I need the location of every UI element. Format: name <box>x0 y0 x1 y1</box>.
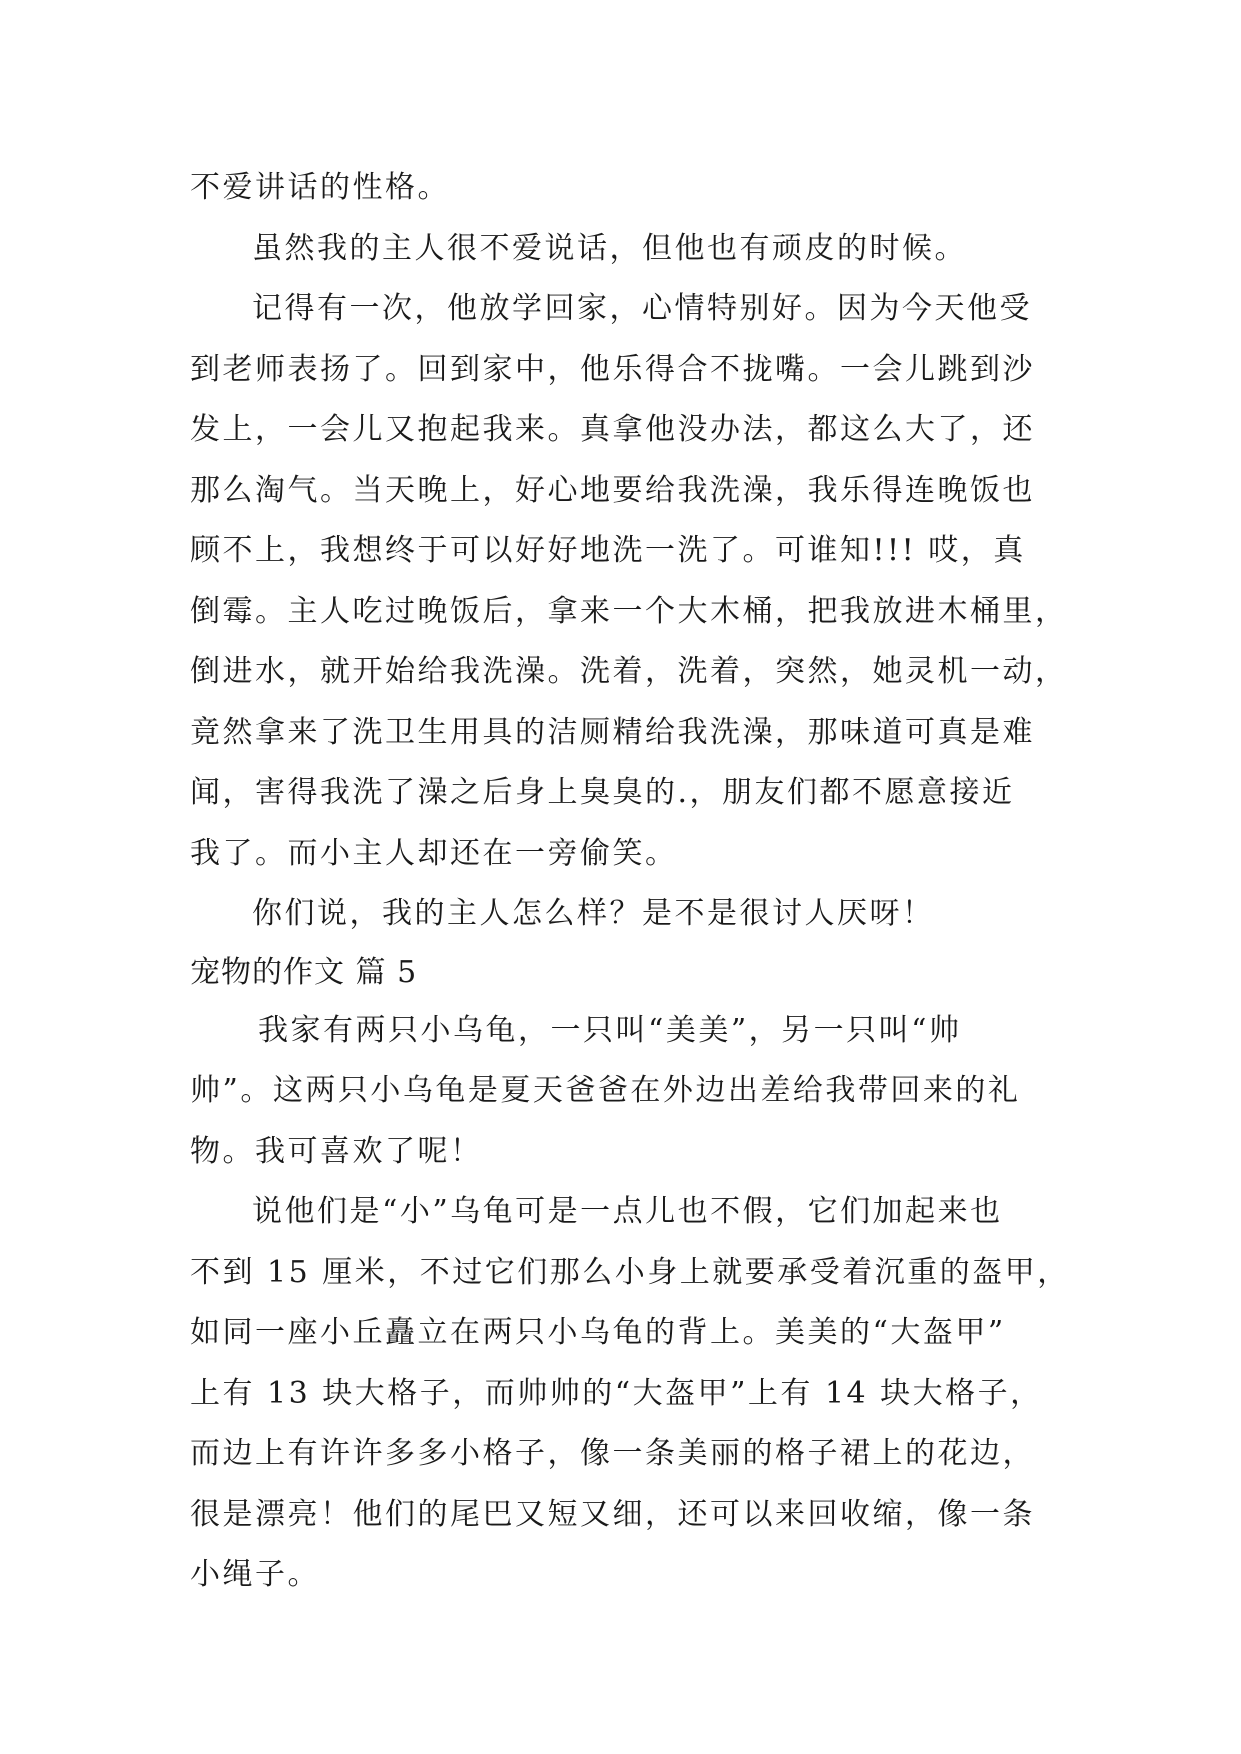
text-line: 闻，害得我洗了澡之后身上臭臭的.，朋友们都不愿意接近 <box>190 775 1015 810</box>
text-line: 倒进水，就开始给我洗澡。洗着，洗着，突然，她灵机一动， <box>190 654 1068 689</box>
text-line: 顾不上，我想终于可以好好地洗一洗了。可谁知!!! 哎，真 <box>190 533 1026 568</box>
paragraph-start: 说他们是“小”乌龟可是一点儿也不假，它们加起来也 <box>252 1194 1003 1229</box>
paragraph-start: 你们说，我的主人怎么样？是不是很讨人厌呀！ <box>252 896 935 931</box>
text-line: 不到 15 厘米，不过它们那么小身上就要承受着沉重的盔甲， <box>190 1254 1070 1290</box>
paragraph-start: 虽然我的主人很不爱说话，但他也有顽皮的时候。 <box>252 230 967 266</box>
text-line: 我了。而小主人却还在一旁偷笑。 <box>190 835 678 871</box>
text-line: 不爱讲话的性格。 <box>190 170 450 205</box>
paragraph-start: 我家有两只小乌龟，一只叫“美美”，另一只叫“帅 <box>258 1012 962 1048</box>
text-line: 到老师表扬了。回到家中，他乐得合不拢嘴。一会儿跳到沙 <box>190 351 1035 387</box>
text-line: 倒霉。主人吃过晚饭后，拿来一个大木桶，把我放进木桶里， <box>190 593 1068 629</box>
paragraph-start: 记得有一次，他放学回家，心情特别好。因为今天他受 <box>252 291 1032 326</box>
text-line: 如同一座小丘矗立在两只小乌龟的背上。美美的“大盔甲” <box>190 1315 1006 1350</box>
text-line: 很是漂亮！他们的尾巴又短又细，还可以来回收缩，像一条 <box>190 1496 1035 1532</box>
text-line: 小绳子。 <box>190 1557 320 1592</box>
text-line: 竟然拿来了洗卫生用具的洁厕精给我洗澡，那味道可真是难 <box>190 714 1035 750</box>
section-heading: 宠物的作文 篇 5 <box>190 954 418 990</box>
text-line: 帅”。这两只小乌龟是夏天爸爸在外边出差给我带回来的礼 <box>190 1073 1021 1108</box>
text-line: 而边上有许许多多小格子，像一条美丽的格子裙上的花边， <box>190 1436 1035 1471</box>
text-line: 那么淘气。当天晚上，好心地要给我洗澡，我乐得连晚饭也 <box>190 472 1035 508</box>
text-line: 上有 13 块大格子，而帅帅的“大盔甲”上有 14 块大格子， <box>190 1375 1043 1411</box>
text-line: 物。我可喜欢了呢！ <box>190 1133 483 1169</box>
text-line: 发上，一会儿又抱起我来。真拿他没办法，都这么大了，还 <box>190 412 1035 447</box>
essay-body <box>190 158 1070 1606</box>
